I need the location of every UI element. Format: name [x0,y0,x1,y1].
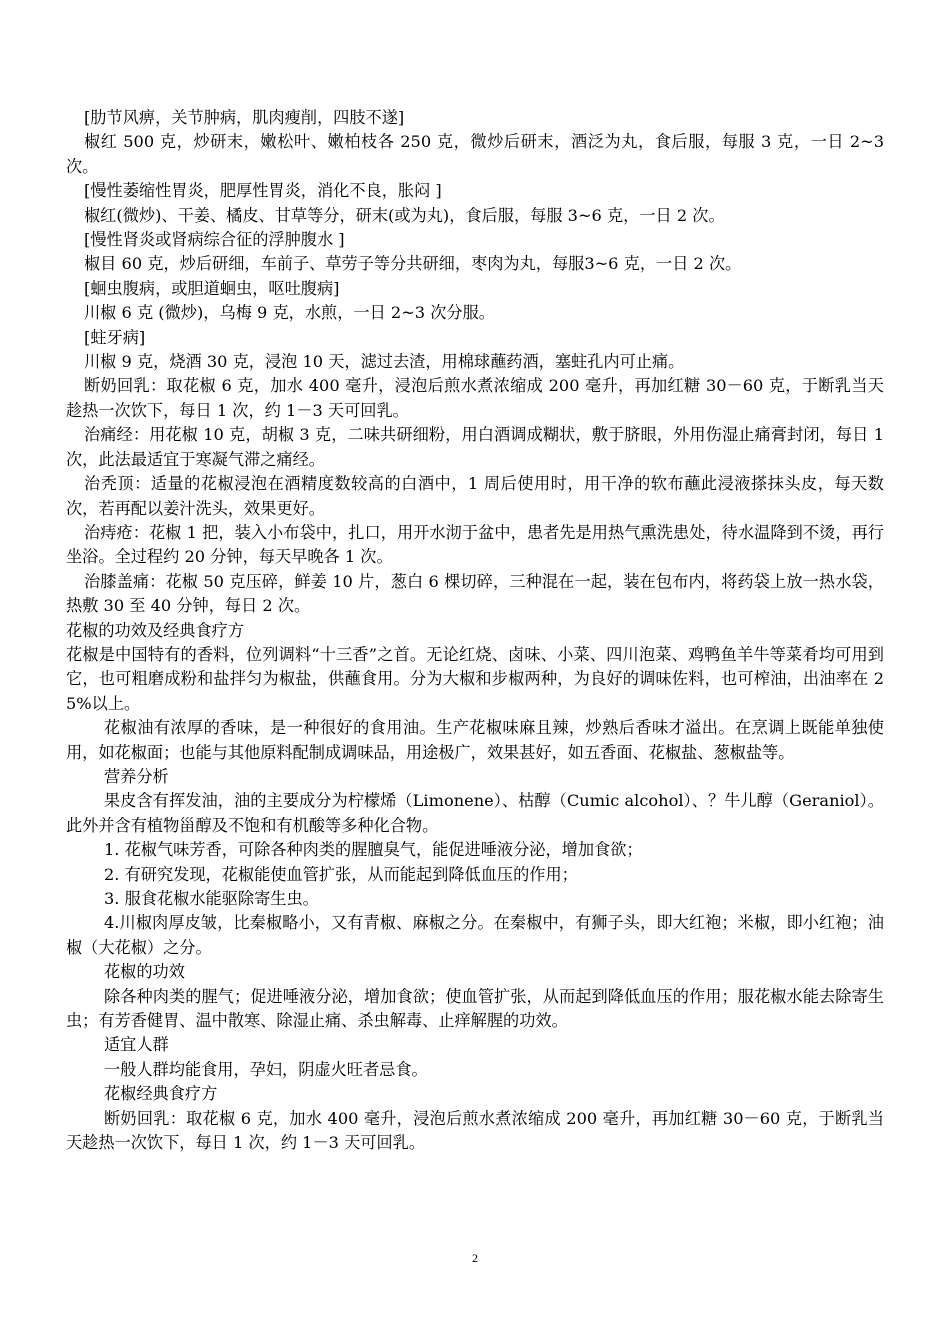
paragraph: 川椒 9 克，烧酒 30 克，浸泡 10 天，滤过去渣，用棉球蘸药酒，塞蛀孔内可止痛。 [84,352,685,372]
page-number: 2 [472,1251,478,1265]
paragraph: 治痔疮：花椒 1 把，装入小布袋中，扎口，用开水沏于盆中，患者先是用热气熏洗患处，待水温降到不烫，再行坐浴。全过程约 20 分钟，每天早晚各 1 次。 [66,522,884,567]
list-item: 4.川椒肉厚皮皱，比秦椒略小，又有青椒、麻椒之分。在秦椒中，有狮子头，即大红袍；米椒，即小红袍；油椒（大花椒）之分。 [66,913,884,957]
paragraph: 花椒油有浓厚的香味，是一种很好的食用油。生产花椒味麻且辣，炒熟后香味才溢出。在烹调上既能单独使用，如花椒面；也能与其他原料配制成调味品，用途极广，效果甚好，如五香面、花椒盐、葱椒盐等。 [66,718,884,762]
paragraph: 一般人群均能食用，孕妇，阴虚火旺者忌食。 [104,1059,428,1079]
subheading: 花椒的功效 [104,962,185,982]
paragraph: 治痛经：用花椒 10 克，胡椒 3 克，二味共研细粉，用白酒调成糊状，敷于脐眼，外用伤湿止痛膏封闭，每日 1 次，此法最适宜于寒凝气滞之痛经。 [66,425,884,469]
subheading: 适宜人群 [104,1035,169,1055]
paragraph: [蛀牙病] [84,327,146,347]
paragraph: 断奶回乳：取花椒 6 克，加水 400 毫升，浸泡后煎水煮浓缩成 200 毫升，再加红糖 30－60 克，于断乳当天趁热一次饮下，每日 1 次，约 1－3 天可回乳。 [66,376,884,420]
paragraph: [蛔虫腹病，或胆道蛔虫，呕吐腹病] [84,278,340,298]
subheading: 营养分析 [104,766,169,786]
paragraph: 治秃顶：适量的花椒浸泡在酒精度数较高的白酒中，1 周后使用时，用干净的软布蘸此浸液搽抹头皮，每天数次，若再配以姜汁洗头，效果更好。 [66,474,884,518]
paragraph: 断奶回乳：取花椒 6 克，加水 400 毫升，浸泡后煎水煮浓缩成 200 毫升，再加红糖 30－60 克，于断乳当天趁热一次饮下，每日 1 次，约 1－3 天可回乳。 [66,1108,884,1153]
list-item: 1. 花椒气味芳香，可除各种肉类的腥膻臭气，能促进唾液分泌，增加食欲； [104,840,643,860]
paragraph: [慢性萎缩性胃炎，肥厚性胃炎，消化不良，胀闷 ] [84,181,442,201]
paragraph: 椒红(微炒)、干姜、橘皮、甘草等分，研末(或为丸)，食后服，每服 3~6 克，一日 2 次。 [84,205,725,225]
paragraph: 果皮含有挥发油，油的主要成分为柠檬烯（Limonene）、枯醇（Cumic alcohol）、？牛儿醇（Geraniol）。此外并含有植物甾醇及不饱和有机酸等多种化合物。 [66,791,884,835]
list-item: 3. 服食花椒水能驱除寄生虫。 [104,889,319,908]
paragraph: 花椒是中国特有的香料，位列调料“十三香”之首。无论红烧、卤味、小菜、四川泡菜、鸡鸭鱼羊牛等菜肴均可用到它，也可粗磨成粉和盐拌匀为椒盐，供蘸食用。分为大椒和步椒两种，为良好的调味佐料，也可榨油，出油率在 25%以上。 [66,644,884,713]
paragraph: 川椒 6 克 (微炒)，乌梅 9 克，水煎，一日 2~3 次分服。 [84,303,495,323]
paragraph: 椒目 60 克，炒后研细，车前子、草劳子等分共研细，枣肉为丸，每服3~6 克，一日 2 次。 [84,254,742,274]
paragraph: 除各种肉类的腥气；促进唾液分泌，增加食欲；使血管扩张，从而起到降低血压的作用；服花椒水能去除寄生虫；有芳香健胃、温中散寒、除湿止痛、杀虫解毒、止痒解腥的功效。 [66,986,884,1031]
paragraph: [慢性肾炎或肾病综合征的浮肿腹水 ] [84,230,345,250]
document-body [66,106,884,1155]
subheading: 花椒经典食疗方 [104,1084,218,1104]
paragraph: 椒红 500 克，炒研末，嫩松叶、嫩柏枝各 250 克，微炒后研末，酒泛为丸，食后服，每服 3 克，一日 2~3 次。 [66,132,884,176]
section-heading: 花椒的功效及经典食疗方 [66,620,245,640]
list-item: 2. 有研究发现，花椒能使血管扩张，从而能起到降低血压的作用； [104,864,578,884]
paragraph: 治膝盖痛：花椒 50 克压碎，鲜姜 10 片，葱白 6 棵切碎，三种混在一起，装在包布内，将药袋上放一热水袋，热敷 30 至 40 分钟，每日 2 次。 [66,571,884,616]
paragraph: [肋节风痹，关节肿病，肌肉瘦削，四肢不遂] [84,108,405,127]
